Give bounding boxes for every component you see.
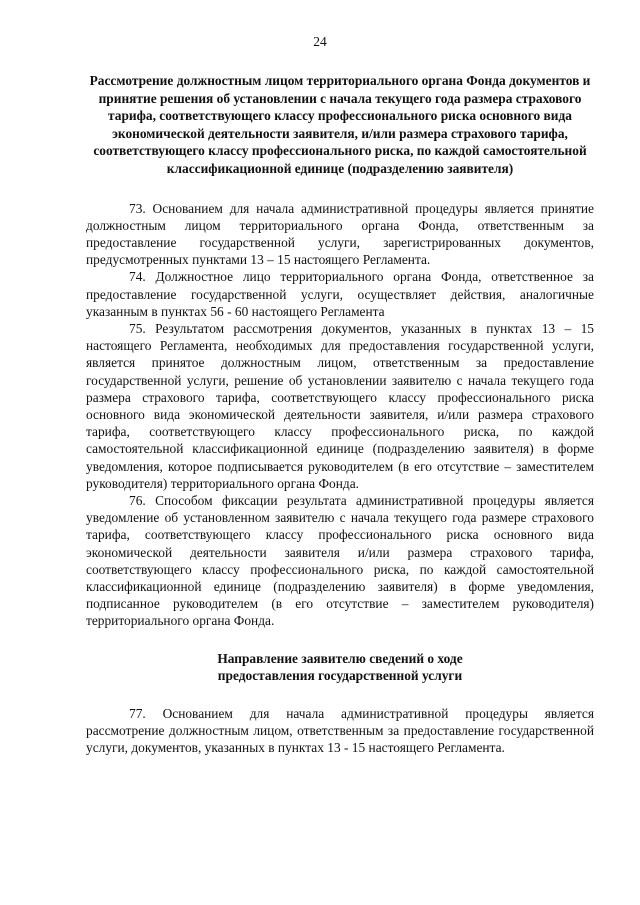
paragraph-76: 76. Способом фиксации результата административной процедуры является уведомление об установленном заявителю с начала текущего года размере страхового тарифа, соответствующего классу профессионального риска основного вида экономической деятельности заявителя и/или размера страхового тарифа, соответствующего классу профессионального риска, по каждой самостоятельной классификационной единице (подразделению заявителя) в форме уведомления, подписанное руководителем (в его отсутствие – заместителем руководителя) территориального органа Фонда. [86, 493, 594, 629]
section-heading-review-documents: Рассмотрение должностным лицом территориального органа Фонда документов и принятие решения об установлении с начала текущего года размера страхового тарифа, соответствующего классу профессионального риска основного вида экономической деятельности заявителя, и/или размера страхового тарифа, соответствующего классу профессионального риска, по каждой самостоятельной классификационной единице (подразделению заявителя) [89, 73, 591, 176]
page-number: 24 [313, 34, 327, 49]
section-heading-line-2: предоставления государственной услуги [217, 668, 463, 684]
paragraph-73: 73. Основанием для начала административной процедуры является принятие должностным лицом территориального органа Фонда, ответственным за предоставление государственной услуги, зарегистрированных документов, предусмотренных пунктами 13 – 15 настоящего Регламента. [86, 200, 594, 268]
paragraph-74: 74. Должностное лицо территориального органа Фонда, ответственное за предоставление государственной услуги, осуществляет действия, аналогичные указанным в пунктах 56 - 60 настоящего Регламента [86, 269, 594, 319]
paragraph-75: 75. Результатом рассмотрения документов, указанных в пунктах 13 – 15 настоящего Регламента, необходимых для предоставления государственной услуги, является принятое должностным лицом, ответственным за предоставление государственной услуги, решение об установлении заявителю с начала текущего года размера страхового тарифа, соответствующего классу профессионального риска основного вида экономической деятельности заявителя, и/или размера страхового тарифа, соответствующего классу профессионального риска, по каждой самостоятельной классификационной единице (подразделению заявителя) в форме уведомления, которое подписывается руководителем (в его отсутствие – заместителем руководителя) территориального органа Фонда. [86, 320, 594, 491]
paragraph-77: 77. Основанием для начала административной процедуры является рассмотрение должностным лицом, ответственным за предоставление государственной услуги, документов, указанных в пунктах 13 - 15 настоящего Регламента. [86, 705, 594, 756]
section-heading-line-1: Направление заявителю сведений о ходе [217, 650, 463, 666]
page-content [86, 72, 594, 756]
section-heading-progress-info [86, 650, 594, 685]
